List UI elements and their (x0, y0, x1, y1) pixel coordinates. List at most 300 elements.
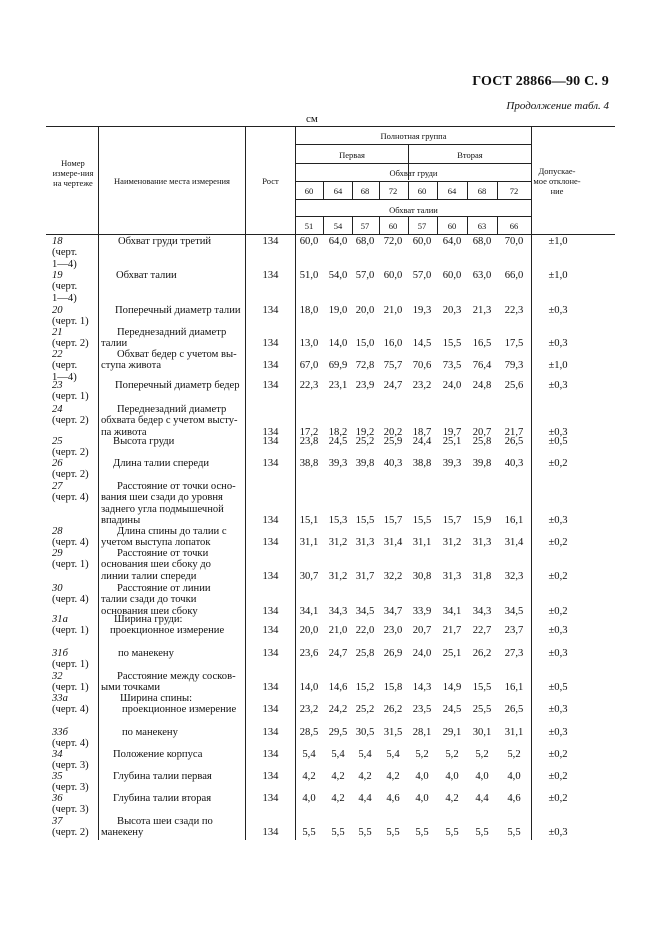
measure-value: 33,9 (412, 605, 432, 617)
height-value: 134 (262, 338, 279, 350)
measure-value: 31,1 (412, 537, 432, 549)
measure-value: 24,0 (412, 648, 432, 659)
measure-value: 29,1 (442, 727, 462, 738)
measure-value: 20,7 (412, 625, 432, 637)
waist-value: 57 (360, 221, 370, 231)
tolerance-value: ±0,2 (548, 749, 568, 760)
header-group-first: Первая (339, 150, 365, 160)
measurement-name: Глубина талии вторая (113, 793, 212, 804)
height-value: 134 (262, 605, 279, 617)
measure-value: 22,3 (299, 380, 319, 391)
measure-value: 5,4 (358, 749, 372, 760)
measure-value: 15,8 (383, 682, 403, 694)
measure-value: 5,4 (302, 749, 316, 760)
row-number: 33б (52, 727, 68, 738)
row-drawing-ref: (черт. 4) (52, 492, 89, 504)
measurement-name: Поперечный диаметр бедер (115, 380, 240, 391)
tolerance-value: ±0,3 (548, 338, 568, 350)
row-drawing-ref: (черт. 1) (52, 316, 89, 328)
measure-value: 31,2 (442, 537, 462, 549)
rule-chest (295, 181, 531, 182)
row-drawing-ref: (черт. 3) (52, 760, 89, 772)
measure-value: 4,2 (331, 793, 345, 804)
measure-value: 25,5 (472, 704, 492, 716)
measurement-name: Поперечный диаметр талии (115, 305, 241, 316)
measure-value: 24,2 (328, 704, 348, 716)
measure-value: 4,2 (358, 771, 372, 782)
measure-value: 16,0 (383, 338, 403, 350)
measure-value: 23,6 (299, 648, 319, 659)
row-drawing-ref: 1—4) (52, 258, 77, 270)
header-number: Номер измере-ния на чертеже (52, 158, 94, 188)
row-number: 25 (52, 436, 63, 447)
row-drawing-ref: (черт. 1) (52, 391, 89, 403)
measure-value: 18,7 (412, 426, 432, 438)
measure-value: 5,2 (507, 749, 521, 760)
tolerance-value: ±0,3 (548, 827, 568, 839)
header-group-second: Вторая (457, 150, 483, 160)
tolerance-value: ±0,2 (548, 771, 568, 782)
row-number: 35 (52, 771, 63, 782)
header-fullness-group: Полнотная группа (380, 131, 447, 141)
height-value: 134 (262, 305, 279, 316)
tolerance-value: ±1,0 (548, 236, 568, 247)
measurement-name: Длина спины до талии с учетом выступа лопаток (101, 526, 227, 549)
row-number: 27 (52, 481, 63, 492)
header-tolerance: Допускае-мое отклоне-ние (533, 166, 581, 196)
measure-value: 25,2 (355, 704, 375, 716)
measure-value: 4,0 (445, 771, 459, 782)
measure-value: 30,7 (299, 570, 319, 582)
row-number: 22 (52, 349, 63, 360)
row-drawing-ref: 1—4) (52, 371, 77, 383)
tolerance-value: ±0,2 (548, 793, 568, 804)
measurement-name: Обхват бедер с учетом вы- ступа живота (101, 349, 237, 372)
measure-value: 31,2 (328, 570, 348, 582)
header-waist-girth: Обхват талии (389, 205, 438, 215)
row-drawing-ref: (черт. 2) (52, 827, 89, 839)
measure-value: 40,3 (504, 458, 524, 469)
tolerance-value: ±0,2 (548, 570, 568, 582)
measure-value: 51,0 (299, 270, 319, 281)
chest-value: 72 (509, 186, 519, 196)
measure-value: 24,4 (412, 436, 432, 447)
measure-value: 16,1 (504, 514, 524, 526)
measure-value: 15,5 (442, 338, 462, 350)
row-number: 21 (52, 327, 63, 338)
tolerance-value: ±0,3 (548, 380, 568, 391)
measure-value: 4,0 (507, 771, 521, 782)
measure-value: 32,3 (504, 570, 524, 582)
measure-value: 31,3 (472, 537, 492, 549)
measure-value: 23,2 (299, 704, 319, 716)
measure-value: 20,3 (442, 305, 462, 316)
waist-value: 66 (509, 221, 519, 231)
measure-value: 63,0 (472, 270, 492, 281)
rule-top (46, 126, 615, 127)
measure-value: 24,0 (442, 380, 462, 391)
measure-value: 24,5 (442, 704, 462, 716)
measure-value: 23,2 (412, 380, 432, 391)
measure-value: 28,1 (412, 727, 432, 738)
measure-value: 26,9 (383, 648, 403, 659)
measurement-name: Положение корпуса (113, 749, 203, 760)
measure-value: 34,5 (355, 605, 375, 617)
header-name: Наименование места измерения (114, 176, 230, 186)
measure-value: 4,0 (475, 771, 489, 782)
measure-value: 57,0 (412, 270, 432, 281)
height-value: 134 (262, 514, 279, 526)
tolerance-value: ±0,2 (548, 537, 568, 549)
chest-value: 64 (333, 186, 343, 196)
measure-value: 31,2 (328, 537, 348, 549)
measure-value: 4,2 (386, 771, 400, 782)
measure-value: 15,5 (412, 514, 432, 526)
measure-value: 15,5 (472, 682, 492, 694)
height-value: 134 (262, 793, 279, 804)
measurement-name: Длина талии спереди (113, 458, 210, 469)
measure-value: 15,1 (299, 514, 319, 526)
measure-value: 5,5 (386, 827, 400, 839)
chest-value: 72 (388, 186, 398, 196)
measurement-name: Обхват груди третий (118, 236, 212, 247)
measure-value: 4,2 (445, 793, 459, 804)
row-number: 29 (52, 548, 63, 559)
measure-value: 15,7 (383, 514, 403, 526)
measurement-name: Переднезадний диаметр талии (101, 327, 227, 350)
row-drawing-ref: (черт. 1) (52, 625, 89, 637)
measure-value: 24,7 (383, 380, 403, 391)
height-value: 134 (262, 771, 279, 782)
measure-value: 18,2 (328, 426, 348, 438)
row-drawing-ref: (черт. 1) (52, 682, 89, 694)
measure-value: 15,2 (355, 682, 375, 694)
chest-value: 64 (447, 186, 457, 196)
measure-value: 34,3 (328, 605, 348, 617)
measure-value: 28,5 (299, 727, 319, 738)
measurement-name: Высота шеи сзади по манекену (101, 816, 213, 839)
measure-value: 15,7 (442, 514, 462, 526)
measure-value: 31,1 (299, 537, 319, 549)
measure-value: 14,6 (328, 682, 348, 694)
measure-value: 19,3 (412, 305, 432, 316)
height-value: 134 (262, 749, 279, 760)
row-drawing-ref: (черт. 2) (52, 415, 89, 427)
measurement-name: Расстояние от точки осно- вания шеи сзади до уровня заднего угла подмышечной впадины (101, 481, 236, 526)
tolerance-value: ±1,0 (548, 270, 568, 281)
row-number: 36 (52, 793, 63, 804)
row-drawing-ref: (черт. (52, 247, 78, 259)
tolerance-value: ±1,0 (548, 360, 568, 372)
row-drawing-ref: (черт. 3) (52, 804, 89, 816)
measure-value: 34,7 (383, 605, 403, 617)
measure-value: 23,7 (504, 625, 524, 637)
row-number: 34 (52, 749, 63, 760)
measure-value: 19,2 (355, 426, 375, 438)
measure-value: 38,8 (412, 458, 432, 469)
measure-value: 26,5 (504, 704, 524, 716)
measure-value: 31,4 (383, 537, 403, 549)
row-drawing-ref: (черт. (52, 360, 78, 372)
row-number: 31а (52, 614, 68, 625)
measurement-name: Глубина талии первая (113, 771, 212, 782)
measure-value: 31,5 (383, 727, 403, 738)
tolerance-value: ±0,3 (548, 727, 568, 738)
measure-value: 39,8 (355, 458, 375, 469)
tolerance-value: ±0,5 (548, 682, 568, 694)
measure-value: 68,0 (472, 236, 492, 247)
measure-value: 31,7 (355, 570, 375, 582)
measure-value: 60,0 (299, 236, 319, 247)
measurement-name: по манекену (118, 648, 174, 659)
measure-value: 26,5 (504, 436, 524, 447)
row-drawing-ref: (черт. 4) (52, 594, 89, 606)
measurement-name: Расстояние между сосков- ыми точками (101, 671, 236, 694)
measure-value: 5,5 (415, 827, 429, 839)
row-number: 28 (52, 526, 63, 537)
height-value: 134 (262, 704, 279, 716)
measure-value: 25,8 (355, 648, 375, 659)
measure-value: 66,0 (504, 270, 524, 281)
measure-value: 15,5 (355, 514, 375, 526)
measure-value: 73,5 (442, 360, 462, 372)
measure-value: 19,0 (328, 305, 348, 316)
height-value: 134 (262, 270, 279, 281)
measure-value: 64,0 (328, 236, 348, 247)
rule-waist (295, 216, 531, 217)
measurement-name: Высота груди (113, 436, 175, 447)
measure-value: 20,0 (299, 625, 319, 637)
measure-value: 25,1 (442, 648, 462, 659)
tolerance-value: ±0,3 (548, 514, 568, 526)
measure-value: 5,5 (445, 827, 459, 839)
measure-value: 68,0 (355, 236, 375, 247)
tolerance-value: ±0,2 (548, 458, 568, 469)
rule-groups (295, 163, 531, 164)
row-number: 30 (52, 583, 63, 594)
waist-value: 60 (388, 221, 398, 231)
row-number: 26 (52, 458, 63, 469)
measure-value: 5,2 (445, 749, 459, 760)
height-value: 134 (262, 380, 279, 391)
measure-value: 14,0 (328, 338, 348, 350)
row-number: 23 (52, 380, 63, 391)
rule-chest-values (295, 199, 531, 200)
measure-value: 5,2 (475, 749, 489, 760)
waist-value: 57 (417, 221, 427, 231)
chest-value: 60 (304, 186, 314, 196)
measure-value: 5,4 (331, 749, 345, 760)
measure-value: 60,0 (383, 270, 403, 281)
measure-value: 60,0 (442, 270, 462, 281)
waist-value: 63 (477, 221, 487, 231)
measure-value: 15,9 (472, 514, 492, 526)
measure-value: 5,5 (302, 827, 316, 839)
row-drawing-ref: (черт. (52, 281, 78, 293)
measure-value: 38,8 (299, 458, 319, 469)
tolerance-value: ±0,3 (548, 305, 568, 316)
measure-value: 5,5 (475, 827, 489, 839)
measure-value: 31,4 (504, 537, 524, 549)
measure-value: 25,1 (442, 436, 462, 447)
measure-value: 19,7 (442, 426, 462, 438)
measure-value: 79,3 (504, 360, 524, 372)
row-number: 19 (52, 270, 63, 281)
measure-value: 39,8 (472, 458, 492, 469)
measure-value: 14,5 (412, 338, 432, 350)
measure-value: 26,2 (472, 648, 492, 659)
measure-value: 31,3 (442, 570, 462, 582)
row-drawing-ref: (черт. 4) (52, 704, 89, 716)
measure-value: 27,3 (504, 648, 524, 659)
measure-value: 34,1 (299, 605, 319, 617)
measure-value: 34,5 (504, 605, 524, 617)
header-chest-girth: Обхват груди (389, 168, 438, 178)
measure-value: 16,1 (504, 682, 524, 694)
row-drawing-ref: 1—4) (52, 292, 77, 304)
chest-value: 60 (417, 186, 427, 196)
measure-value: 20,0 (355, 305, 375, 316)
measurement-name: по манекену (122, 727, 178, 738)
measure-value: 13,0 (299, 338, 319, 350)
measure-value: 24,8 (472, 380, 492, 391)
measure-value: 18,0 (299, 305, 319, 316)
rule-fullness (295, 144, 531, 145)
measure-value: 25,6 (504, 380, 524, 391)
measure-value: 20,7 (472, 426, 492, 438)
measure-value: 39,3 (328, 458, 348, 469)
unit-label: см (306, 113, 318, 125)
measure-value: 64,0 (442, 236, 462, 247)
height-value: 134 (262, 436, 279, 447)
tolerance-value: ±0,3 (548, 704, 568, 716)
measurement-name: Обхват талии (116, 270, 177, 281)
row-drawing-ref: (черт. 2) (52, 447, 89, 459)
row-drawing-ref: (черт. 2) (52, 469, 89, 481)
measurement-name: Ширина спины: проекционное измерение (120, 693, 237, 716)
measure-value: 31,8 (472, 570, 492, 582)
measure-value: 21,7 (442, 625, 462, 637)
measure-value: 23,5 (412, 704, 432, 716)
measure-value: 20,2 (383, 426, 403, 438)
height-value: 134 (262, 682, 279, 694)
measure-value: 4,2 (302, 771, 316, 782)
row-number: 20 (52, 305, 63, 316)
row-number: 33а (52, 693, 68, 704)
page-header: ГОСТ 28866—90 С. 9 (472, 74, 609, 89)
row-number: 18 (52, 236, 63, 247)
tolerance-value: ±0,3 (548, 648, 568, 659)
waist-value: 60 (447, 221, 457, 231)
measure-value: 14,0 (299, 682, 319, 694)
measure-value: 26,2 (383, 704, 403, 716)
measure-value: 4,6 (386, 793, 400, 804)
measure-value: 5,5 (358, 827, 372, 839)
measure-value: 34,3 (472, 605, 492, 617)
row-drawing-ref: (черт. 4) (52, 738, 89, 750)
measure-value: 39,3 (442, 458, 462, 469)
tolerance-value: ±0,3 (548, 625, 568, 637)
measure-value: 23,0 (383, 625, 403, 637)
row-number: 37 (52, 816, 63, 827)
waist-value: 54 (333, 221, 343, 231)
measure-value: 4,0 (302, 793, 316, 804)
height-value: 134 (262, 360, 279, 372)
measure-value: 57,0 (355, 270, 375, 281)
measure-value: 21,0 (328, 625, 348, 637)
measure-value: 76,4 (472, 360, 492, 372)
row-number: 24 (52, 404, 63, 415)
measure-value: 15,0 (355, 338, 375, 350)
measure-value: 4,0 (415, 771, 429, 782)
height-value: 134 (262, 570, 279, 582)
row-drawing-ref: (черт. 1) (52, 659, 89, 671)
header-height: Рост (262, 176, 279, 186)
height-value: 134 (262, 236, 279, 247)
measure-value: 4,4 (358, 793, 372, 804)
measure-value: 4,6 (507, 793, 521, 804)
measure-value: 29,5 (328, 727, 348, 738)
measure-value: 15,3 (328, 514, 348, 526)
measure-value: 70,6 (412, 360, 432, 372)
row-number: 31б (52, 648, 68, 659)
measure-value: 22,7 (472, 625, 492, 637)
measure-value: 17,5 (504, 338, 524, 350)
measure-value: 5,2 (415, 749, 429, 760)
row-drawing-ref: (черт. 4) (52, 537, 89, 549)
row-number: 32 (52, 671, 63, 682)
measure-value: 24,7 (328, 648, 348, 659)
height-value: 134 (262, 827, 279, 839)
measure-value: 24,5 (328, 436, 348, 447)
measurement-name: Ширина груди: проекционное измерение (110, 614, 225, 637)
measure-value: 40,3 (383, 458, 403, 469)
row-drawing-ref: (черт. 1) (52, 559, 89, 571)
tolerance-value: ±0,5 (548, 436, 568, 447)
measure-value: 72,0 (383, 236, 403, 247)
table-continuation: Продолжение табл. 4 (506, 100, 609, 112)
measure-value: 72,8 (355, 360, 375, 372)
measure-value: 23,8 (299, 436, 319, 447)
measurement-name: Расстояние от точки основания шеи сбоку до линии талии спереди (101, 548, 211, 582)
height-value: 134 (262, 426, 279, 438)
measure-value: 30,1 (472, 727, 492, 738)
measurement-name: Расстояние от линии талии сзади до точки основания шеи сбоку (101, 583, 211, 617)
measure-value: 25,8 (472, 436, 492, 447)
measure-value: 14,9 (442, 682, 462, 694)
tolerance-value: ±0,2 (548, 605, 568, 617)
tolerance-value: ±0,3 (548, 426, 568, 438)
row-drawing-ref: (черт. 3) (52, 782, 89, 794)
waist-value: 51 (304, 221, 314, 231)
height-value: 134 (262, 537, 279, 549)
measure-value: 34,1 (442, 605, 462, 617)
measure-value: 70,0 (504, 236, 524, 247)
col-line (98, 126, 99, 840)
measurement-name: Переднезадний диаметр обхвата бедер с учетом высту- па живота (101, 404, 238, 438)
measure-value: 14,3 (412, 682, 432, 694)
measure-value: 4,2 (331, 771, 345, 782)
measure-value: 32,2 (383, 570, 403, 582)
height-value: 134 (262, 625, 279, 637)
measure-value: 4,0 (415, 793, 429, 804)
measure-value: 22,3 (504, 305, 524, 316)
measure-value: 23,1 (328, 380, 348, 391)
measure-value: 23,9 (355, 380, 375, 391)
measure-value: 4,4 (475, 793, 489, 804)
measure-value: 30,8 (412, 570, 432, 582)
height-value: 134 (262, 727, 279, 738)
